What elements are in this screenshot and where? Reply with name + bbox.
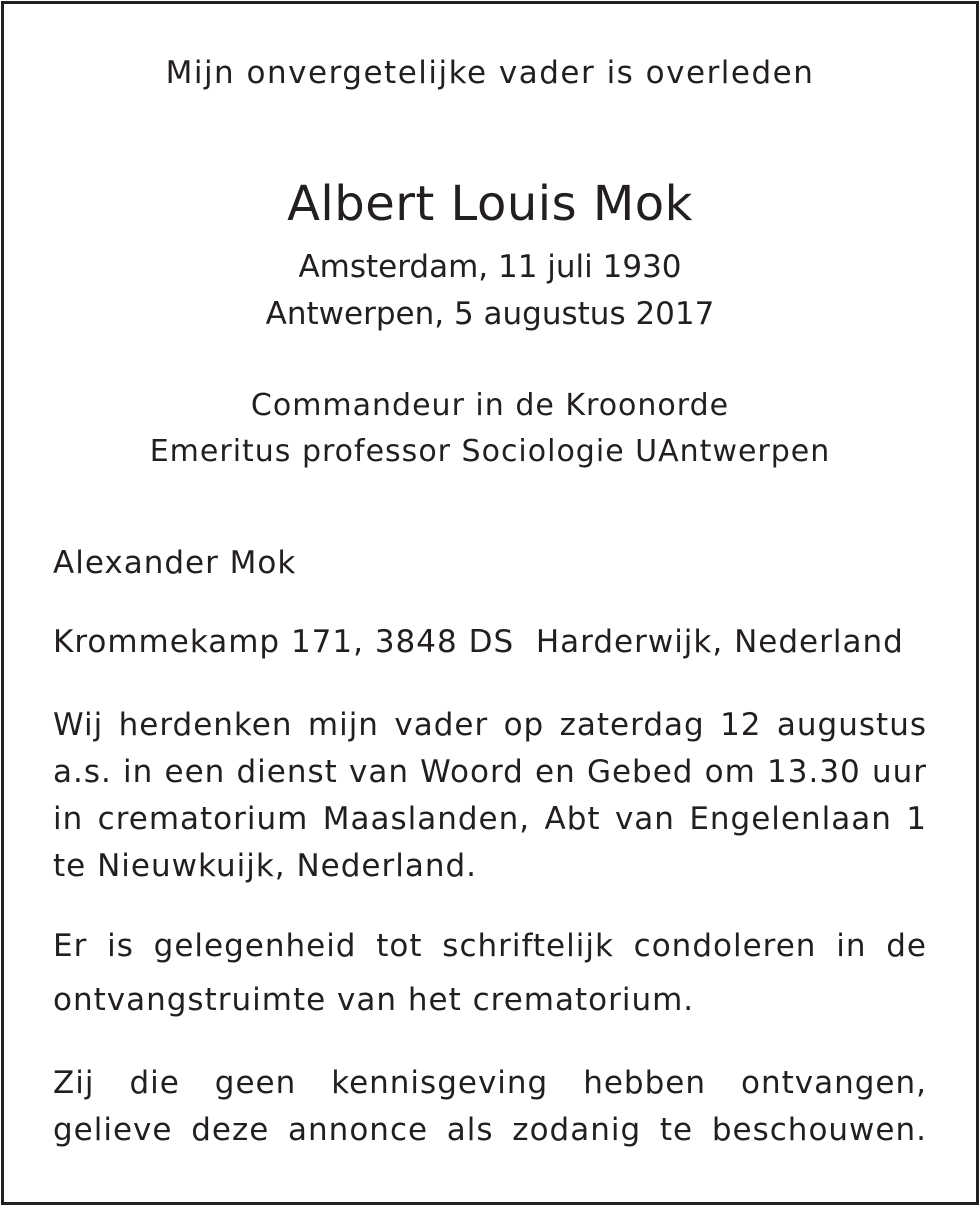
paragraph-line: gelieve deze annonce als zodanig te beschouwen. (53, 1112, 927, 1148)
paragraph-line: Wij herdenken mijn vader op zaterdag 12 augustus (53, 707, 927, 743)
paragraph-line: ontvangstruimte van het crematorium. (53, 982, 695, 1018)
deceased-name: Albert Louis Mok (287, 176, 693, 232)
birth-line: Amsterdam, 11 juli 1930 (298, 249, 682, 285)
paragraph-line: Zij die geen kennisgeving hebben ontvangen, (53, 1065, 927, 1101)
sender-address: Krommekamp 171, 3848 DS Harderwijk, Nederland (53, 624, 904, 660)
paragraph-line: te Nieuwkuijk, Nederland. (53, 848, 478, 884)
intro-line: Mijn onvergetelijke vader is overleden (165, 55, 815, 91)
sender-name: Alexander Mok (53, 545, 297, 581)
paragraph-line: a.s. in een dienst van Woord en Gebed om 13.30 uur (53, 754, 927, 790)
honor-title: Commandeur in de Kroonorde (250, 388, 730, 423)
paragraph-line: in crematorium Maaslanden, Abt van Engelenlaan 1 (53, 801, 927, 837)
paragraph-line: Er is gelegenheid tot schriftelijk condoleren in de (53, 928, 927, 964)
profession-title: Emeritus professor Sociologie UAntwerpen (149, 434, 831, 469)
death-line: Antwerpen, 5 augustus 2017 (265, 296, 715, 332)
